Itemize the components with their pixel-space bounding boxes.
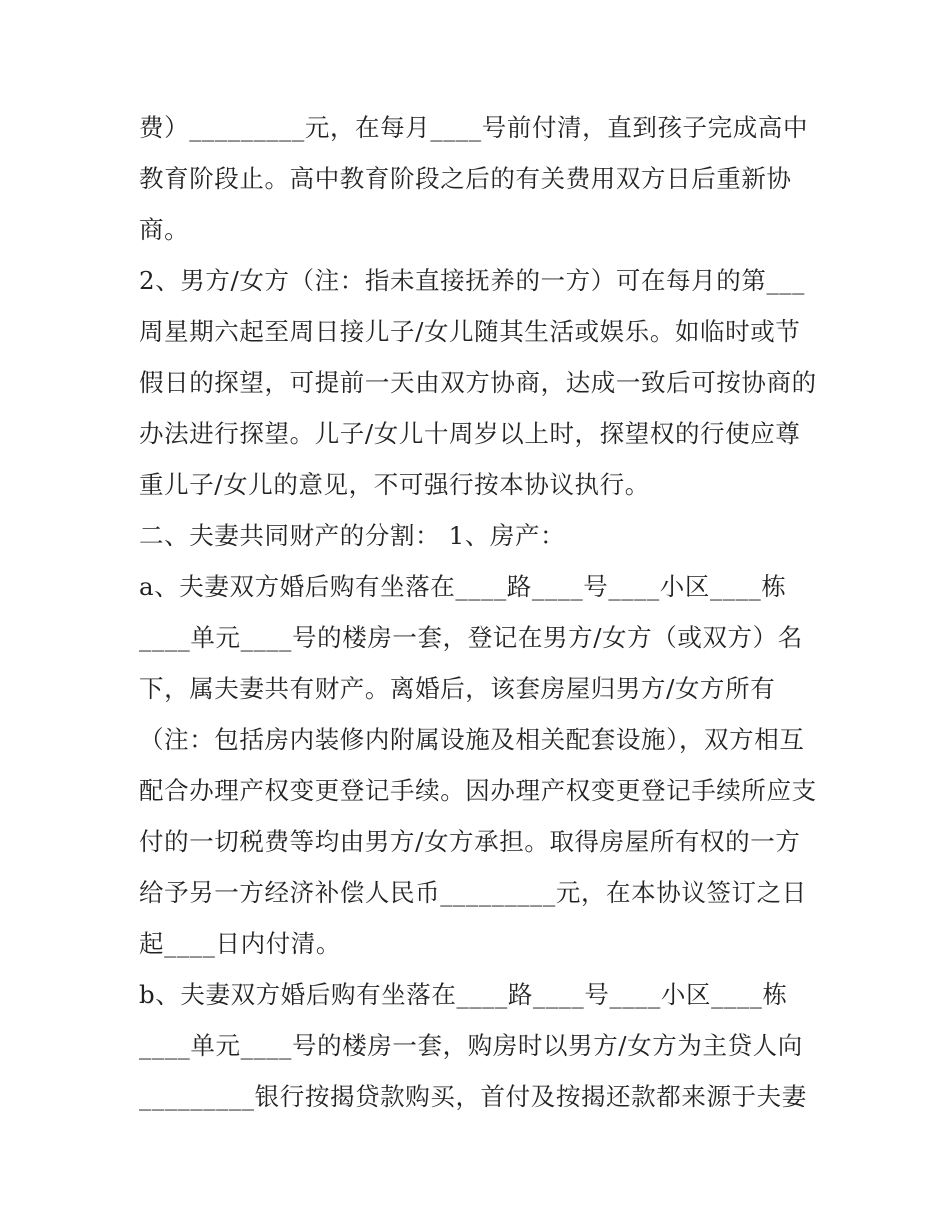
text-line: 假日的探望，可提前一天由双方协商，达成一致后可按协商的 bbox=[139, 368, 817, 397]
text-line: ____单元____号的楼房一套，购房时以男方/女方为主贷人向 bbox=[139, 1031, 803, 1060]
text-line: 费）_________元，在每月____号前付清，直到孩子完成高中 bbox=[139, 113, 809, 142]
text-line: 商。 bbox=[139, 215, 190, 244]
text-line: 配合办理产权变更登记手续。因办理产权变更登记手续所应支 bbox=[139, 776, 817, 805]
section-heading: 二、夫妻共同财产的分割： 1、房产： bbox=[139, 521, 566, 550]
text-line: 给予另一方经济补偿人民币_________元，在本协议签订之日 bbox=[139, 878, 807, 907]
text-line: _________银行按揭贷款购买，首付及按揭还款都来源于夫妻 bbox=[139, 1082, 807, 1111]
text-line: 下，属夫妻共有财产。离婚后，该套房屋归男方/女方所有 bbox=[139, 674, 776, 703]
text-line: 周星期六起至周日接儿子/女儿随其生活或娱乐。如临时或节 bbox=[139, 317, 801, 346]
text-line: 教育阶段止。高中教育阶段之后的有关费用双方日后重新协 bbox=[139, 164, 792, 193]
text-line: ____单元____号的楼房一套，登记在男方/女方（或双方）名 bbox=[139, 623, 803, 652]
text-line: a、夫妻双方婚后购有坐落在____路____号____小区____栋 bbox=[139, 572, 787, 601]
text-line: （注：包括房内装修内附属设施及相关配套设施），双方相互 bbox=[139, 725, 805, 754]
agreement-text bbox=[139, 102, 819, 1122]
text-line: b、夫妻双方婚后购有坐落在____路____号____小区____栋 bbox=[139, 980, 788, 1009]
text-line: 付的一切税费等均由男方/女方承担。取得房屋所有权的一方 bbox=[139, 827, 801, 856]
text-line: 办法进行探望。儿子/女儿十周岁以上时，探望权的行使应尊 bbox=[139, 419, 801, 448]
text-line: 重儿子/女儿的意见，不可强行按本协议执行。 bbox=[139, 470, 650, 499]
text-line: 起____日内付清。 bbox=[139, 929, 341, 958]
text-line: 2、男方/女方（注：指未直接抚养的一方）可在每月的第___ bbox=[139, 266, 805, 295]
